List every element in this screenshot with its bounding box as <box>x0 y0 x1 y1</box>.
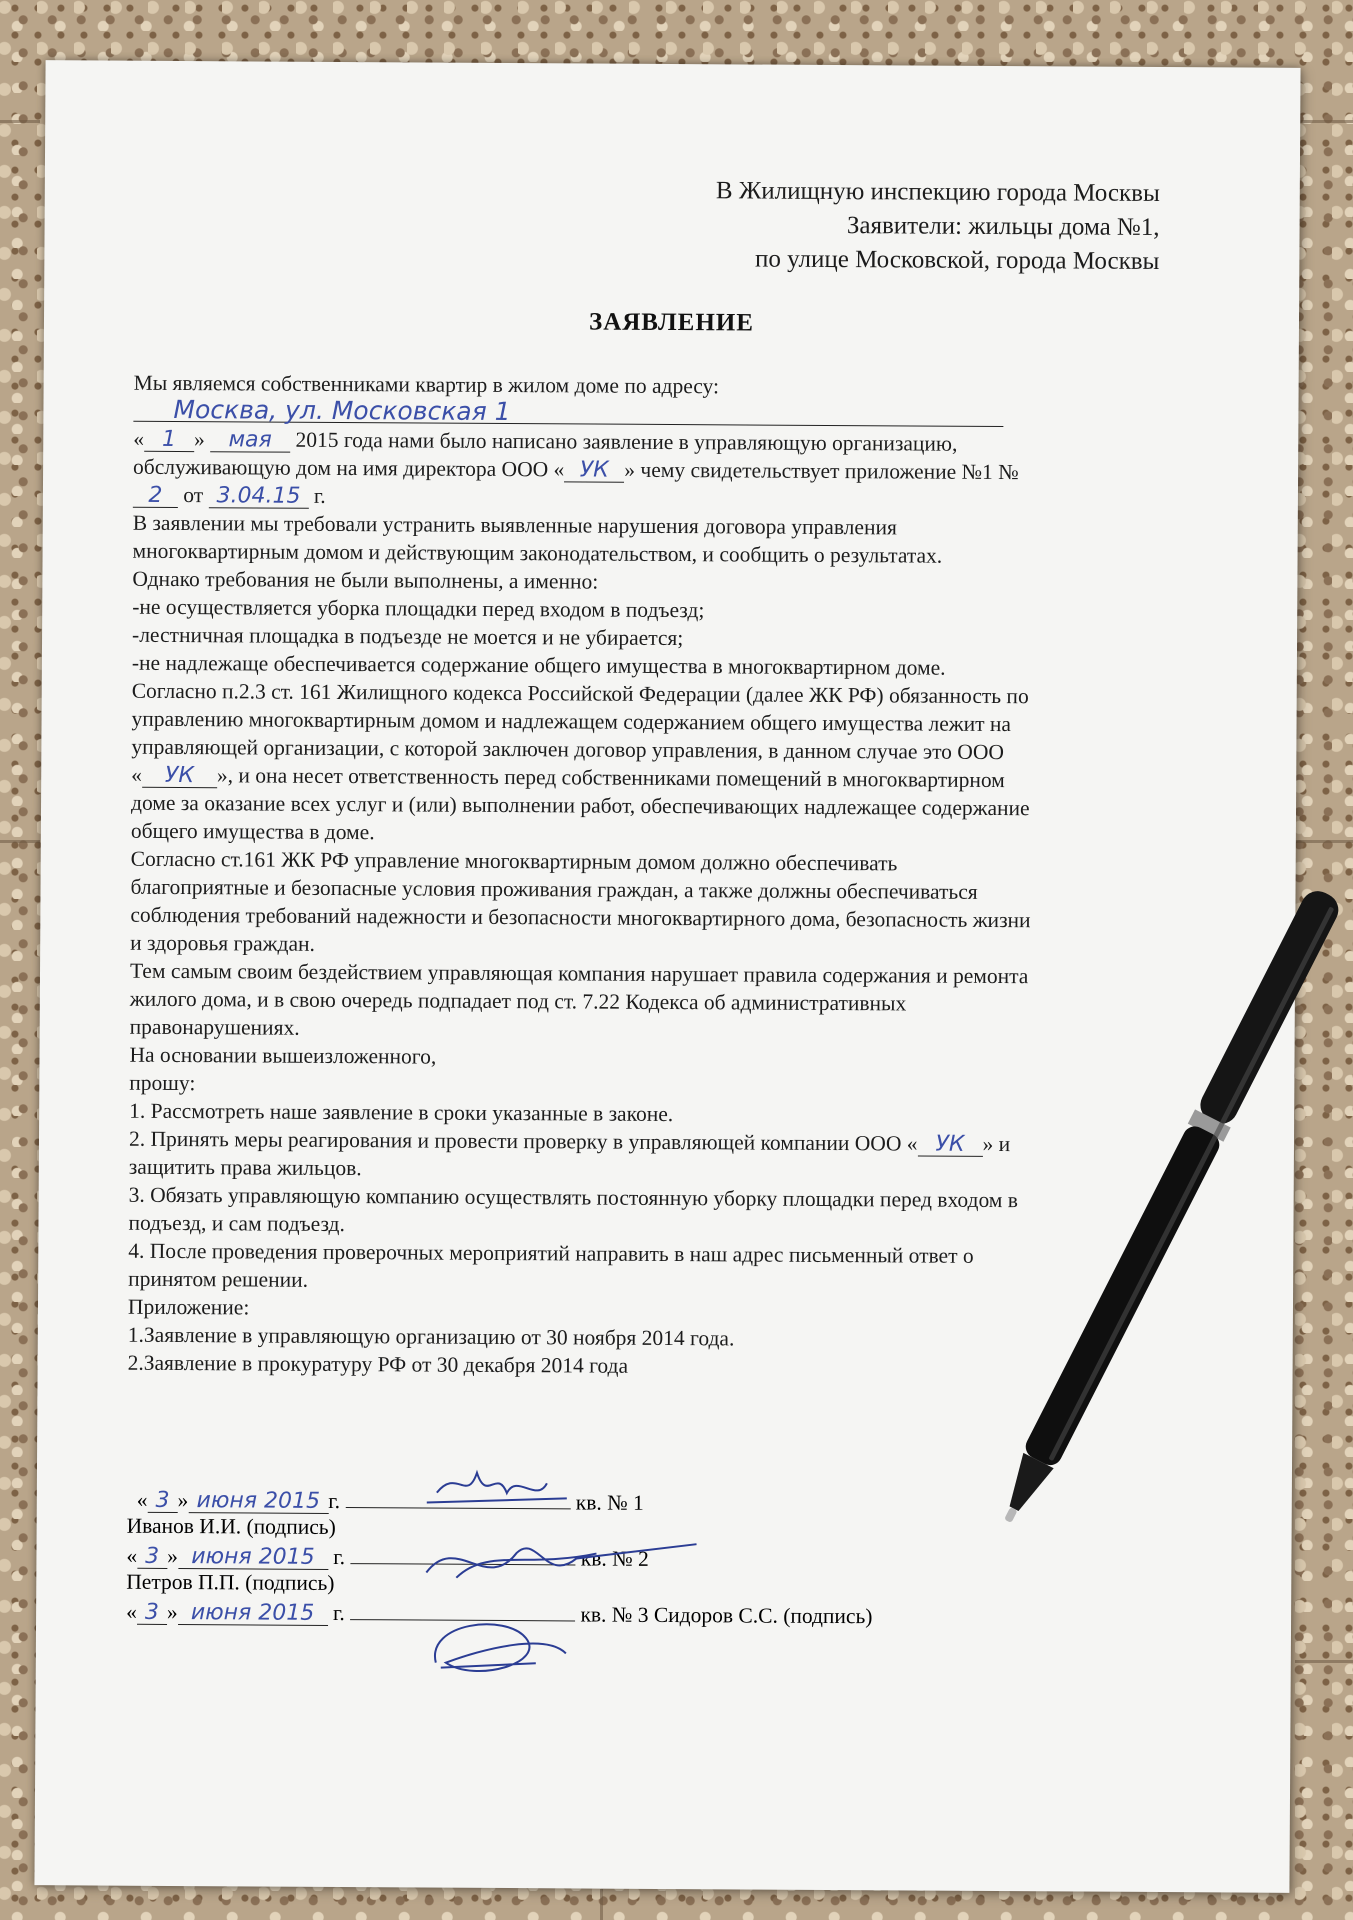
year-text: 2015 года нами было написано заявление в управляющую организацию, <box>290 427 958 456</box>
paragraph-line: благоприятные и безопасные условия проживания граждан, а также должны обеспечиваться <box>130 874 978 904</box>
violation-item: -лестничная площадка в подъезде не моется и не убирается; <box>132 622 684 651</box>
apartment-label: кв. № 3 Сидоров С.С. (подпись) <box>580 1602 873 1629</box>
year-suffix: г. <box>328 1488 341 1514</box>
sig-month-handwritten: июня 2015 <box>178 1546 328 1570</box>
quote-open: « <box>126 1599 137 1624</box>
attachments-heading: Приложение: <box>127 1294 250 1320</box>
paragraph-line: жилого дома, и в свою очередь подпадает под ст. 7.22 Кодекса об административных <box>129 986 907 1016</box>
pen-barrel <box>1022 1122 1224 1469</box>
sig-month-handwritten: июня 2015 <box>178 1602 328 1626</box>
quote-close: » <box>167 1543 179 1569</box>
uk-handwritten: УК <box>917 1134 982 1157</box>
request-item: 1. Рассмотреть наше заявление в сроки указанные в законе. <box>129 1098 674 1127</box>
quote-open: « <box>126 1543 138 1568</box>
uk-handwritten: УК <box>564 459 624 482</box>
paragraph-line: прошу: <box>129 1070 196 1096</box>
sig-month-handwritten: июня 2015 <box>188 1490 328 1514</box>
paragraph-line: В заявлении мы требовали устранить выявленные нарушения договора управления <box>132 510 897 540</box>
paragraph-line: управлению многоквартирным домом и надлежащем содержанием общего имущества лежит на <box>131 706 1012 737</box>
request-item: 4. После проведения проверочных мероприятий направить в наш адрес письменный ответ о <box>128 1238 974 1268</box>
request-item: защитить права жильцов. <box>128 1154 362 1181</box>
serving-text: обслуживающую дом на имя директора ООО « <box>133 454 565 482</box>
addressee-line-2: Заявители: жильцы дома №1, <box>846 212 1160 241</box>
request-item: принятом решении. <box>128 1266 309 1292</box>
addressee-line-1: В Жилищную инспекцию города Москвы <box>715 177 1160 207</box>
violation-item: -не надлежаще обеспечивается содержание общего имущества в многоквартирном доме. <box>131 650 946 680</box>
sig-day-handwritten: 3 <box>137 1602 167 1625</box>
pen-cap <box>1195 885 1345 1129</box>
uk-handwritten: УК <box>142 765 217 788</box>
attachment-item: 1.Заявление в управляющую организацию от 30 ноября 2014 года. <box>127 1322 735 1351</box>
apartment-label: кв. № 1 <box>575 1490 644 1515</box>
request-text: 2. Принять меры реагирования и провести проверку в управляющей компании ООО « <box>128 1126 918 1156</box>
paragraph-line: общего имущества в доме. <box>130 818 375 845</box>
violation-item: -не осуществляется уборка площадки перед входом в подъезд; <box>132 594 705 623</box>
quote-close: » <box>166 1599 178 1625</box>
pen-highlight <box>1048 906 1334 1461</box>
addressee-line-3: по улице Московской, города Москвы <box>754 245 1160 275</box>
signer-name: Петров П.П. (подпись) <box>126 1569 335 1595</box>
paragraph-line: и здоровья граждан. <box>130 930 316 956</box>
request-text-end: » и <box>982 1131 1011 1157</box>
from-text: от <box>177 483 209 508</box>
attachment-item: 2.Заявление в прокуратуру РФ от 30 декабря 2014 года <box>127 1350 629 1378</box>
attach-date-handwritten: 3.04.15 <box>208 485 308 509</box>
g-text: г. <box>308 483 326 508</box>
paragraph-line: Тем самым своим бездействием управляющая компания нарушает правила содержания и ремонта <box>129 958 1029 989</box>
quote-open: « <box>131 762 143 787</box>
request-item: подъезд, и сам подъезд. <box>128 1210 345 1237</box>
year-suffix: г. <box>332 1600 345 1626</box>
request-item: 3. Обязать управляющую компанию осуществлять постоянную уборку площадки перед входом в <box>128 1182 1019 1213</box>
quote-close: » <box>193 427 205 452</box>
address-handwritten: Москва, ул. Московская 1 <box>133 399 1003 427</box>
sig-day-handwritten: 3 <box>147 1490 177 1513</box>
paragraph-line: На основании вышеизложенного, <box>129 1042 437 1069</box>
paragraph-line: многоквартирным домом и действующим законодательством, и сообщить о результатах. <box>132 538 943 568</box>
day-handwritten: 1 <box>144 429 194 452</box>
quote-open: « <box>133 426 145 451</box>
intro-owners: Мы являемся собственниками квартир в жилом доме по адресу: <box>133 370 720 399</box>
paragraph-line: управляющей организации, с которой заключен договор управления, в данном случае это ООО <box>131 734 1004 765</box>
quote-close: » <box>177 1488 189 1513</box>
month-handwritten: мая <box>210 429 290 452</box>
sig-day-handwritten: 3 <box>137 1546 167 1569</box>
paragraph-line: Согласно ст.161 ЖК РФ управление многоквартирным домом должно обеспечивать <box>130 846 898 876</box>
paragraph-line: доме за оказание всех услуг и (или) выполнении работ, обеспечивающих надлежащее содержание <box>130 790 1030 821</box>
quote-open: « <box>136 1487 148 1512</box>
document-title: ЗАЯВЛЕНИЕ <box>588 308 755 337</box>
paragraph-line: Согласно п.2.3 ст. 161 Жилищного кодекса Российской Федерации (далее ЖК РФ) обязанность по <box>131 678 1029 709</box>
paragraph-rest: », и она несет ответственность перед собственниками помещений в многоквартирном <box>216 763 1005 793</box>
paragraph-line: Однако требования не были выполнены, а именно: <box>132 566 599 594</box>
attach-text: » чему свидетельствует приложение №1 № <box>624 457 1019 485</box>
paragraph-line: правонарушениях. <box>129 1014 300 1040</box>
year-suffix: г. <box>333 1544 346 1570</box>
apartment-label: кв. № 2 <box>580 1546 649 1571</box>
attach-number-handwritten: 2 <box>133 485 178 508</box>
paragraph-line: соблюдения требований надежности и безопасности многоквартирного дома, безопасность жизни <box>130 902 1031 933</box>
signer-name: Иванов И.И. (подпись) <box>126 1513 336 1539</box>
